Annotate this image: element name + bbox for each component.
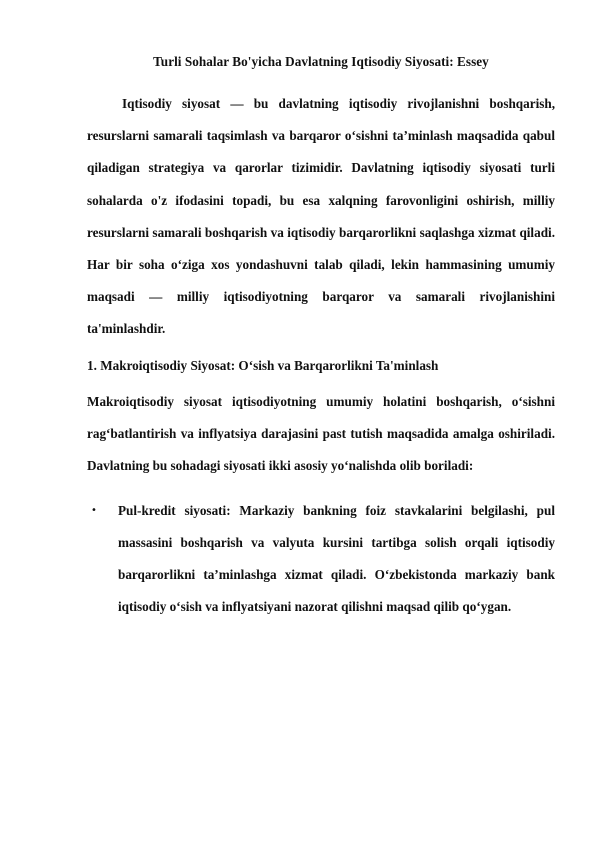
document-title: Turli Sohalar Bo'yicha Davlatning Iqtisodiy Siyosati: Essey bbox=[153, 54, 489, 69]
section-1-paragraph: Makroiqtisodiy siyosat iqtisodiyotning umumiy holatini boshqarish, o‘sishni rag‘batlantirish va inflyatsiya darajasini past tutish maqsadida amalga oshiriladi. Davlatning bu sohadagi siyosati ikki asosiy yo‘nalishda olib boriladi: bbox=[87, 393, 555, 474]
bullet-icon: • bbox=[91, 505, 97, 517]
section-1-heading: 1. Makroiqtisodiy Siyosat: O‘sish va Barqarorlikni Ta'minlash bbox=[87, 357, 439, 373]
bullet-text: Pul-kredit siyosati: Markaziy bankning foiz stavkalarini belgilashi, pul massasini boshqarish va valyuta kursini tartibga solish orqali iqtisodiy barqarorlikni ta’minlashga xizmat qiladi. O‘zbekistonda markaziy bank iqtisodiy o‘sish va inflyatsiyani nazorat qilishni maqsad qilib qo‘ygan. bbox=[118, 503, 555, 614]
bullet-list bbox=[87, 495, 555, 622]
intro-paragraph: Iqtisodiy siyosat — bu davlatning iqtisodiy rivojlanishni boshqarish, resurslarni samarali taqsimlash va barqaror o‘sishni ta’minlash maqsadida qabul qiladigan strategiya va qarorlar tizimidir. Davlatning iqtisodiy siyosati turli sohalarda o'z ifodasini topadi, bu esa xalqning farovonligini oshirish, milliy resurslarni samarali boshqarish va iqtisodiy barqarorlikni saqlashga xizmat qiladi. Har bir soha o‘ziga xos yondashuvni talab qiladi, lekin hammasining umumiy maqsadi — milliy iqtisodiyotning barqaror va samarali rivojlanishini ta'minlashdir. bbox=[87, 96, 555, 337]
list-item bbox=[87, 495, 555, 622]
document-page bbox=[87, 52, 555, 622]
